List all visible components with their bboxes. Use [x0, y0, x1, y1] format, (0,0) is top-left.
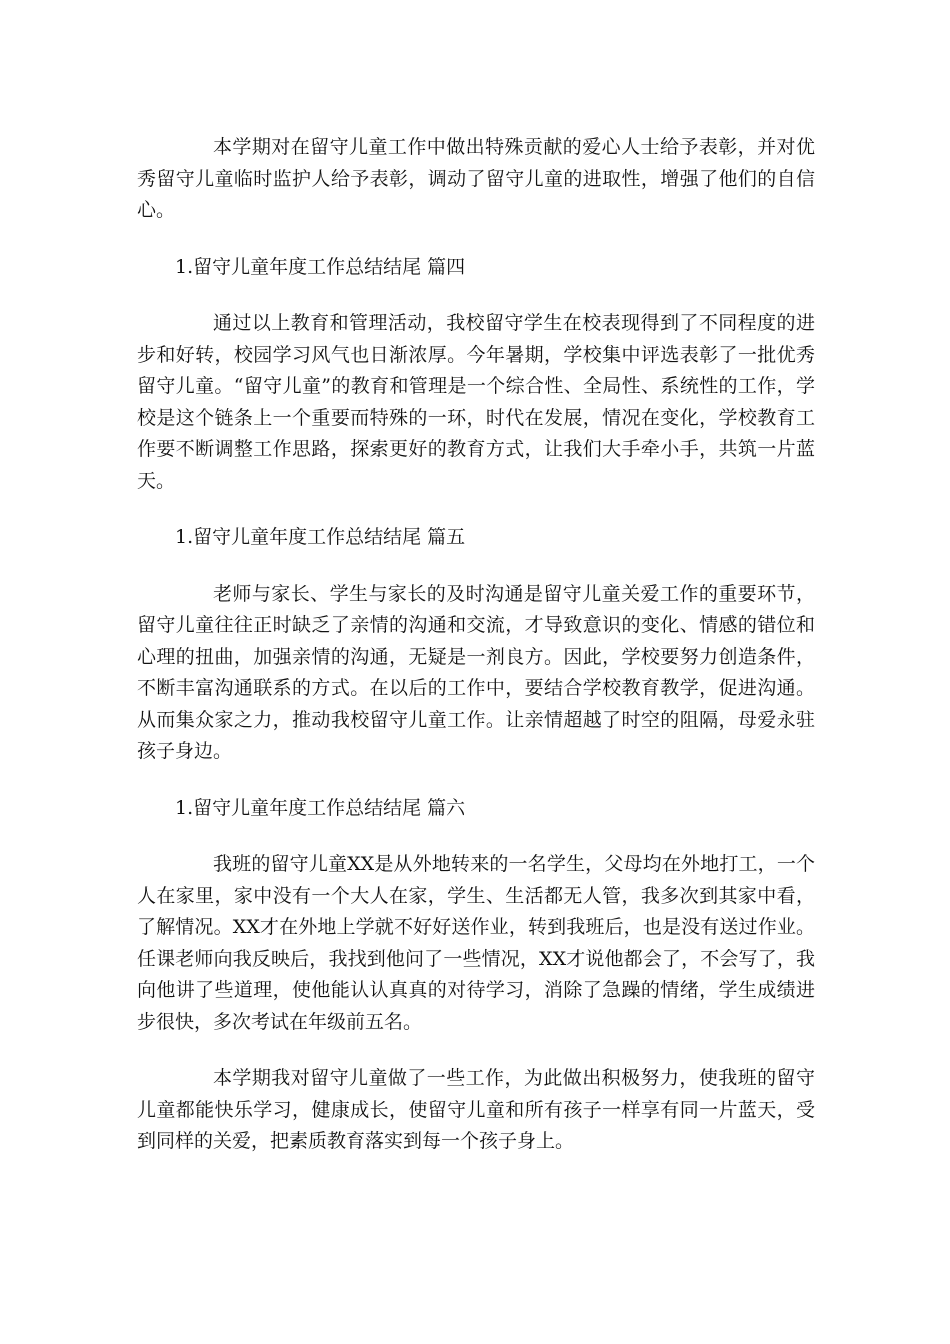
- paragraph-part6-summary: 本学期我对留守儿童做了一些工作，为此做出积极努力，使我班的留守儿童都能快乐学习，健康成长，使留守儿童和所有孩子一样享有同一片蓝天，受到同样的关爱，把素质教育落实到每一个孩子身上。: [137, 1067, 815, 1152]
- section-heading-part4: 1.留守儿童年度工作总结结尾 篇四: [175, 255, 466, 278]
- document-page: [137, 132, 815, 1183]
- section-heading-part6: 1.留守儿童年度工作总结结尾 篇六: [175, 796, 466, 819]
- paragraph-commendation: 本学期对在留守儿童工作中做出特殊贡献的爱心人士给予表彰，并对优秀留守儿童临时监护人给予表彰，调动了留守儿童的进取性，增强了他们的自信心。: [137, 136, 815, 221]
- section-heading-part5: 1.留守儿童年度工作总结结尾 篇五: [175, 526, 466, 548]
- paragraph-part6-case: 我班的留守儿童XX是从外地转来的一名学生，父母均在外地打工，一个人在家里，家中没有一个大人在家，学生、生活都无人管，我多次到其家中看，了解情况。XX才在外地上学就不好好送作业，转到我班后，也是没有送过作业。任课老师向我反映后，我找到他问了一些情况，XX才说他都会了，不会写了，我向他讲了些道理，使他能认认真真的对待学习，消除了急躁的情绪，学生成绩进步很快，多次考试在年级前五名。: [137, 853, 815, 1033]
- paragraph-part4: 通过以上教育和管理活动，我校留守学生在校表现得到了不同程度的进步和好转，校园学习风气也日渐浓厚。今年暑期，学校集中评选表彰了一批优秀留守儿童。“留守儿童”的教育和管理是一个综合性、全局性、系统性的工作，学校是这个链条上一个重要而特殊的一环，时代在发展，情况在变化，学校教育工作要不断调整工作思路，探索更好的教育方式，让我们大手牵小手，共筑一片蓝天。: [137, 312, 815, 492]
- paragraph-part5: 老师与家长、学生与家长的及时沟通是留守儿童关爱工作的重要环节，留守儿童往往正时缺乏了亲情的沟通和交流，才导致意识的变化、情感的错位和心理的扭曲，加强亲情的沟通，无疑是一剂良方。因此，学校要努力创造条件，不断丰富沟通联系的方式。在以后的工作中，要结合学校教育教学，促进沟通。从而集众家之力，推动我校留守儿童工作。让亲情超越了时空的阻隔，母爱永驻孩子身边。: [137, 582, 815, 762]
